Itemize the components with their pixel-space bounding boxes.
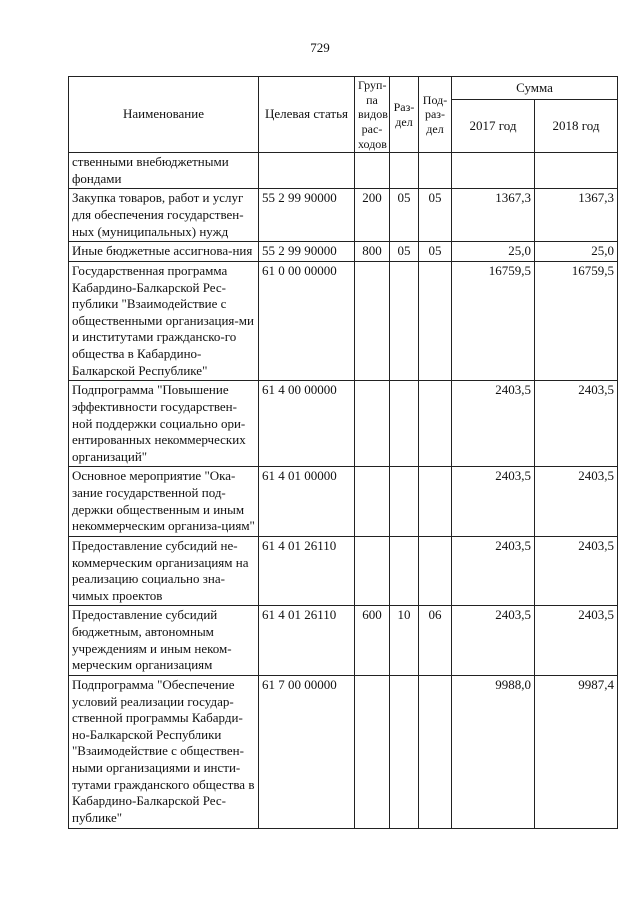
row-name: Подпрограмма "Обеспечение условий реализации государ-ственной программы Кабарди-но-Балкарской Республики "Взаимодействие с обществен-ными организациями и инсти-тутами гражданского общества в Кабардино-Балкарской Рес-публике" [69,675,259,828]
row-expense-group: 600 [355,606,390,676]
header-target: Целевая статья [259,77,355,153]
row-sum-2018: 16759,5 [535,261,618,380]
header-row [69,77,618,100]
row-name: Подпрограмма "Повышение эффективности государствен-ной поддержки социально ори-ентированных некоммерческих организаций" [69,381,259,467]
row-expense-group [355,381,390,467]
page-number: 729 [310,40,330,55]
row-subsection [419,536,452,606]
row-sum-2017: 16759,5 [452,261,535,380]
row-expense-group: 200 [355,189,390,242]
header-section: Раз-дел [390,77,419,153]
row-expense-group [355,467,390,537]
row-target-code: 61 4 01 26110 [259,536,355,606]
row-expense-group [355,261,390,380]
row-subsection: 06 [419,606,452,676]
header-name: Наименование [69,77,259,153]
row-subsection: 05 [419,189,452,242]
row-target-code: 61 4 01 00000 [259,467,355,537]
row-sum-2018: 2403,5 [535,536,618,606]
table-row [69,153,618,189]
row-section [390,536,419,606]
row-target-code: 61 7 00 00000 [259,675,355,828]
row-name: Иные бюджетные ассигнова-ния [69,242,259,262]
table-row [69,606,618,676]
table-row [69,536,618,606]
table-row [69,189,618,242]
row-section: 05 [390,189,419,242]
row-sum-2018: 25,0 [535,242,618,262]
table-row [69,381,618,467]
row-expense-group: 800 [355,242,390,262]
row-subsection [419,153,452,189]
row-name: Предоставление субсидий бюджетным, автономным учреждениям и иным неком-мерческим организациям [69,606,259,676]
row-name: ственными внебюджетными фондами [69,153,259,189]
budget-table [68,76,618,829]
row-target-code: 55 2 99 90000 [259,242,355,262]
row-name: Государственная программа Кабардино-Балкарской Рес-публики "Взаимодействие с общественными организация-ми и институтами гражданско-го общества в Кабардино-Балкарской Республике" [69,261,259,380]
header-year-2017: 2017 год [452,100,535,153]
row-target-code: 61 0 00 00000 [259,261,355,380]
row-subsection: 05 [419,242,452,262]
table-row [69,242,618,262]
row-name: Закупка товаров, работ и услуг для обеспечения государствен-ных (муниципальных) нужд [69,189,259,242]
row-target-code: 61 4 00 00000 [259,381,355,467]
row-sum-2017: 2403,5 [452,381,535,467]
row-target-code: 61 4 01 26110 [259,606,355,676]
row-expense-group [355,675,390,828]
row-sum-2017 [452,153,535,189]
table-row [69,467,618,537]
row-subsection [419,467,452,537]
row-section [390,467,419,537]
row-sum-2018: 9987,4 [535,675,618,828]
header-sum: Сумма [452,77,618,100]
row-section [390,153,419,189]
row-sum-2018: 2403,5 [535,467,618,537]
row-target-code: 55 2 99 90000 [259,189,355,242]
row-section [390,675,419,828]
row-sum-2017: 1367,3 [452,189,535,242]
row-sum-2018: 1367,3 [535,189,618,242]
row-section [390,381,419,467]
row-sum-2017: 2403,5 [452,467,535,537]
row-sum-2017: 25,0 [452,242,535,262]
row-name: Основное мероприятие "Ока-зание государственной под-держки общественным и иным некоммерческим организа-циям" [69,467,259,537]
header-group: Груп-па видов рас-ходов [355,77,390,153]
row-target-code [259,153,355,189]
table-row [69,675,618,828]
row-subsection [419,381,452,467]
row-subsection [419,675,452,828]
row-sum-2018: 2403,5 [535,381,618,467]
table-row [69,261,618,380]
row-section [390,261,419,380]
row-sum-2018: 2403,5 [535,606,618,676]
header-year-2018: 2018 год [535,100,618,153]
row-sum-2017: 9988,0 [452,675,535,828]
row-section: 10 [390,606,419,676]
row-sum-2017: 2403,5 [452,536,535,606]
row-expense-group [355,153,390,189]
row-section: 05 [390,242,419,262]
header-subsection: Под-раз-дел [419,77,452,153]
row-subsection [419,261,452,380]
table-body [69,153,618,828]
row-sum-2017: 2403,5 [452,606,535,676]
row-name: Предоставление субсидий не-коммерческим организациям на реализацию социально зна-чимых проектов [69,536,259,606]
row-expense-group [355,536,390,606]
row-sum-2018 [535,153,618,189]
